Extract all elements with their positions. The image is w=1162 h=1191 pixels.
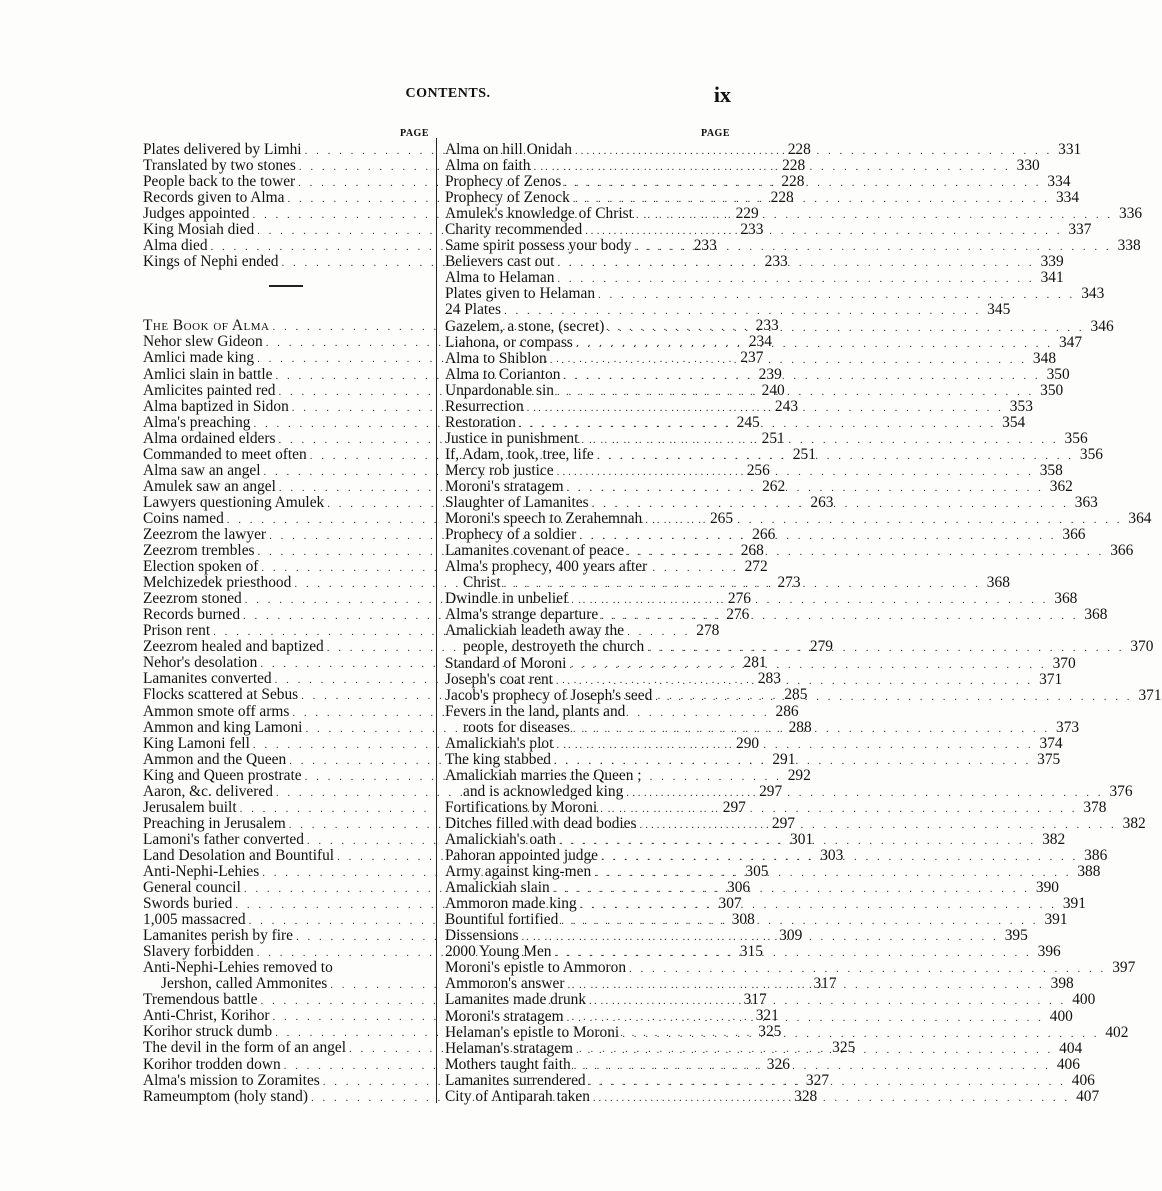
entry-title: 2000 Young Men (445, 943, 552, 961)
entry-title: Alma on hill Onidah (445, 141, 572, 158)
page-ref: 325 (832, 1039, 856, 1057)
page-ref: 382 (1122, 814, 1146, 832)
page-ref: 251 (792, 445, 816, 463)
dot-leader (519, 413, 996, 432)
page-ref: 370 (1052, 654, 1076, 672)
page-ref: 281 (743, 654, 767, 672)
entry-title: Election spoken of (143, 558, 259, 576)
entry-title: Amlici made king (143, 349, 255, 367)
page-ref: 348 (1032, 349, 1057, 367)
page-ref: 354 (1002, 413, 1026, 431)
page-ref: 301 (790, 830, 814, 848)
page-ref: 353 (1009, 397, 1033, 415)
page-ref: 400 (1072, 991, 1096, 1009)
entry-title: Lamanites surrendered (445, 1071, 586, 1089)
dot-leader (569, 654, 1046, 673)
page-ref: 334 (1047, 173, 1071, 191)
page-ref: 376 (1109, 782, 1133, 800)
dot-leader (645, 509, 1122, 528)
page-ref: 343 (1081, 285, 1105, 303)
dot-leader (557, 271, 1034, 287)
toc-entry (445, 285, 1105, 303)
entry-title: Rameumptom (holy stand) (143, 1087, 308, 1105)
entry-title: Translated by two stones (143, 157, 296, 175)
entry-title: Restoration (445, 413, 516, 431)
dot-leader (557, 381, 1034, 400)
page-ref: 391 (1062, 895, 1086, 913)
entry-title: Plates delivered by Limhi (143, 141, 302, 158)
dot-leader (655, 686, 1132, 705)
page-ref: 370 (1130, 638, 1154, 656)
entry-title: Alma died (143, 237, 208, 255)
entry-title: Coins named (143, 509, 224, 527)
section-heading: The Book of Alma (143, 317, 270, 335)
entry-title: Moroni's epistle to Ammoron (445, 959, 627, 977)
page-ref: 229 (735, 205, 759, 223)
entry-title: Ammon and king Lamoni (143, 718, 303, 736)
entry-title: 1,005 massacred (143, 911, 246, 929)
dot-leader (627, 544, 1104, 560)
page-ref: 391 (1044, 911, 1068, 929)
page-ref: 317 (743, 991, 767, 1009)
page-ref: 292 (787, 766, 811, 784)
page-ref: 263 (810, 493, 834, 511)
entry-title: Jerusalem built (143, 798, 237, 816)
page-ref: 297 (722, 798, 746, 816)
page-ref: 363 (1074, 494, 1098, 512)
entry-title: Fortifications by Moroni (445, 798, 598, 816)
page-ref: 404 (1059, 1039, 1083, 1057)
entry-title: The devil in the form of an angel (143, 1039, 347, 1057)
page-ref: 388 (1077, 863, 1101, 881)
dot-leader (561, 913, 1038, 929)
entry-title: Slaughter of Lamanites (445, 494, 589, 512)
page-ref: 356 (1079, 445, 1103, 463)
entry-title: Nehor slew Gideon (143, 333, 263, 351)
toc-entry (445, 959, 1136, 977)
multiline-entry-first (445, 704, 730, 720)
entry-title: Amalickiah leadeth away the (445, 622, 625, 640)
entry-title: General council (143, 879, 241, 897)
page-ref: 396 (1037, 943, 1061, 961)
entry-title: roots for diseases (463, 718, 570, 736)
page-ref: 272 (744, 558, 768, 576)
page-ref: 397 (1112, 959, 1136, 977)
page-ref: 307 (718, 895, 742, 913)
page-ref: 256 (746, 461, 770, 479)
entry-title: Unpardonable sin (445, 381, 554, 399)
entry-title: Alma to Helaman (445, 269, 555, 287)
page-ref: 317 (813, 975, 837, 993)
entry-title: Standard of Moroni (445, 654, 567, 672)
entry-title: Amalickiah slain (445, 879, 550, 897)
page-ref: 390 (1035, 879, 1059, 897)
page-ref: 276 (726, 606, 750, 624)
page-ref: 326 (766, 1055, 790, 1073)
page-ref: 366 (1110, 542, 1134, 560)
page-ref: 266 (752, 525, 776, 543)
page-ref: 291 (772, 750, 796, 768)
page-ref: 406 (1056, 1055, 1080, 1073)
page-ref: 228 (770, 189, 794, 207)
toc-entry (445, 510, 1152, 528)
entry-title: people, destroyeth the church (463, 638, 645, 656)
entry-title: Tremendous battle (143, 991, 258, 1009)
entry-title: Commanded to meet often (143, 445, 307, 463)
dot-leader (589, 993, 1066, 1009)
entry-title: Nehor's desolation (143, 654, 258, 672)
page-ref: 327 (805, 1071, 830, 1089)
page-ref: 228 (781, 173, 805, 191)
entry-title: Amulek's knowledge of Christ (445, 205, 633, 223)
dot-leader (571, 592, 1048, 608)
entry-title: People back to the tower (143, 173, 296, 191)
entry-title: Plates given to Helaman (445, 285, 596, 303)
entry-title: Kings of Nephi ended (143, 253, 279, 271)
entry-title: Korihor struck dumb (143, 1023, 273, 1041)
entry-title: Moroni's speech to Zerahemnah (445, 510, 643, 528)
page-ref: 325 (758, 1023, 782, 1041)
entry-title: Fevers in the land, plants and (445, 702, 626, 720)
toc-entry (445, 301, 1011, 319)
entry-title: Jacob's prophecy of Joseph's seed (445, 686, 653, 704)
page-ref: 378 (1083, 798, 1107, 816)
dot-leader (593, 1087, 1070, 1106)
page-column-label: PAGE (399, 128, 429, 139)
entry-title: Resurrection (445, 397, 524, 415)
dot-leader (622, 1023, 1099, 1042)
page-column-label: PAGE (700, 128, 730, 139)
entry-title: Lawyers questioning Amulek (143, 493, 325, 511)
dot-leader (607, 317, 1084, 336)
dot-leader (592, 493, 1069, 512)
multiline-entry-first (445, 768, 730, 784)
page-ref: 243 (774, 397, 799, 415)
dot-leader (597, 445, 1074, 464)
dot-leader (553, 881, 1030, 897)
dot-leader (567, 1007, 1044, 1026)
page-ref: 366 (1062, 526, 1086, 544)
entry-title: Records given to Alma (143, 189, 285, 207)
dot-leader (554, 945, 1031, 961)
page-ref: 346 (1090, 317, 1114, 335)
entry-title: Ammon and the Queen (143, 750, 287, 768)
entry-title: Alma to Corianton (445, 365, 561, 383)
page-ref: 233 (764, 253, 788, 271)
dot-leader (585, 223, 1062, 239)
dot-leader (567, 477, 1044, 496)
page-ref: 297 (771, 814, 795, 832)
page-ref: 337 (1068, 221, 1092, 239)
entry-title: Prophecy of a soldier (445, 526, 577, 544)
page-ref: 330 (1016, 157, 1040, 175)
page-ref: 279 (809, 638, 833, 656)
entry-title: Amlicites painted red (143, 381, 276, 399)
dot-leader (559, 830, 1036, 849)
entry-title: Moroni's stratagem (445, 1007, 564, 1025)
page-header (143, 82, 735, 110)
entry-title: Lamanites perish by fire (143, 927, 294, 945)
entry-title: Jershon, called Ammonites (161, 975, 328, 993)
dot-leader (589, 1071, 1066, 1090)
entry-title: Alma's prophecy, 400 years after (445, 558, 648, 576)
entry-title: Alma baptized in Sidon (143, 397, 289, 415)
entry-title: Christ (463, 574, 501, 592)
dot-leader (564, 175, 1041, 191)
page-ref: 240 (761, 381, 785, 399)
dot-leader (522, 929, 999, 945)
page-ref: 283 (757, 670, 781, 688)
page-ref: 276 (727, 590, 751, 608)
entry-title: Ammoron made king (445, 895, 577, 913)
dot-leader (557, 461, 1034, 480)
page-ref: 350 (1046, 365, 1070, 383)
dot-leader (533, 159, 1010, 175)
entry-title: Amalickiah marries the Queen ; (445, 766, 642, 784)
dot-leader (504, 576, 981, 592)
dot-leader (556, 734, 1033, 753)
page-ref: 303 (820, 846, 844, 864)
page-ref: 286 (775, 702, 799, 720)
page-ref: 373 (1056, 718, 1080, 736)
entry-title: Judges appointed (143, 205, 250, 223)
page-ref: 228 (787, 141, 811, 158)
page-ref: 305 (745, 862, 769, 880)
page-ref: 374 (1039, 734, 1063, 752)
page-ref: 278 (696, 622, 720, 640)
toc-entry (445, 237, 1141, 255)
dot-leader (600, 798, 1077, 817)
toc-entry (445, 269, 1064, 287)
page-ref: 382 (1042, 831, 1066, 849)
entry-title: Amlici slain in battle (143, 365, 273, 383)
multiline-entry-first (143, 960, 429, 976)
page-ref: 297 (759, 782, 783, 800)
entry-title: If, Adam, took, tree, life (445, 445, 594, 463)
page-ref: 368 (986, 574, 1010, 592)
dot-leader (601, 608, 1078, 624)
page-ref: 285 (784, 686, 808, 704)
page-ref: 356 (1064, 429, 1088, 447)
section-rule (269, 285, 303, 287)
page-ref: 347 (1058, 333, 1083, 351)
dot-leader (579, 525, 1056, 544)
entry-title: The king stabbed (445, 750, 551, 768)
page-ref: 228 (782, 157, 806, 175)
entry-title: Prophecy of Zenock (445, 189, 570, 207)
entry-title: Zeezrom healed and baptized (143, 638, 324, 656)
entry-title: Justice in punishment (445, 429, 579, 447)
entry-title: Zeezrom trembles (143, 542, 255, 560)
page-ref: 328 (794, 1087, 818, 1105)
entry-title: Lamanites made drunk (445, 991, 587, 1009)
entry-title: Prophecy of Zenos (445, 173, 562, 191)
entry-title: Anti-Christ, Korihor (143, 1007, 270, 1025)
entry-title: Dissensions (445, 927, 519, 945)
entry-title: Joseph's coat rent (445, 670, 553, 688)
page-ref: 265 (709, 509, 734, 527)
entry-title: Lamanites covenant of peace (445, 542, 625, 560)
entry-title: Charity recommended (445, 221, 583, 239)
entry-title: Alma saw an angel (143, 461, 261, 479)
entry-title: Alma on faith (445, 157, 531, 175)
page-ref: 358 (1039, 461, 1063, 479)
page-ref: 398 (1050, 975, 1074, 993)
page-ref: 262 (762, 477, 786, 495)
dot-leader (601, 846, 1078, 865)
entry-title: Zeezrom the lawyer (143, 525, 267, 543)
dot-leader (576, 333, 1053, 352)
entry-title: Aaron, &c. delivered (143, 782, 273, 800)
page-ref: 402 (1105, 1023, 1129, 1041)
dot-leader (581, 429, 1058, 448)
running-head: CONTENTS. (405, 86, 491, 101)
page-ref: 407 (1076, 1087, 1100, 1105)
dot-leader (576, 1039, 1053, 1058)
page-ref: 288 (788, 718, 812, 736)
page-ref: 364 (1128, 510, 1152, 528)
page-ref: 336 (1119, 205, 1143, 223)
page-ref: 233 (740, 221, 764, 239)
dot-leader (527, 397, 1004, 416)
page-ref: 386 (1084, 847, 1108, 865)
entry-title: Lamanites converted (143, 670, 272, 688)
page-ref: 395 (1004, 927, 1028, 945)
entry-title: Dwindle in unbelief (445, 590, 569, 608)
page-ref: 245 (736, 413, 760, 431)
page-ref: 268 (740, 542, 764, 560)
entry-title: Melchizedek priesthood (143, 574, 292, 592)
page-ref: 334 (1055, 189, 1080, 207)
entry-title: Swords buried (143, 895, 233, 913)
entry-title: Amulek saw an angel (143, 477, 276, 495)
page-ref: 239 (758, 365, 782, 383)
entry-title: Alma ordained elders (143, 429, 276, 447)
entry-title: Pahoran appointed judge (445, 847, 599, 865)
entry-title: Land Desolation and Bountiful (143, 846, 335, 864)
entry-title: and is acknowledged king (463, 782, 624, 800)
entry-title: Alma's preaching (143, 413, 251, 431)
page-ref: 290 (736, 734, 760, 752)
entry-title: Prison rent (143, 622, 211, 640)
page-ref: 338 (1117, 237, 1141, 255)
entry-title: Preaching in Jerusalem (143, 814, 286, 832)
entry-title: Amalickiah's plot (445, 734, 554, 752)
page-ref: 237 (740, 349, 764, 367)
page-ref: 309 (779, 927, 803, 945)
entry-title: King and Queen prostrate (143, 766, 302, 784)
page-ref: 341 (1040, 269, 1064, 287)
page-ref: 234 (748, 333, 772, 351)
entry-title: Flocks scattered at Sebus (143, 686, 299, 704)
multiline-entry-first (445, 623, 730, 639)
page-ref: 371 (1138, 686, 1162, 704)
page-ref: 273 (777, 574, 801, 592)
dot-leader (557, 255, 1034, 271)
page-number: ix (713, 82, 731, 107)
page-ref: 368 (1084, 606, 1108, 624)
page-ref: 362 (1049, 477, 1073, 495)
page-ref: 345 (987, 301, 1011, 319)
entry-title: Same spirit possess your body (445, 237, 632, 255)
page-ref: 308 (731, 911, 755, 929)
page-ref: 368 (1054, 590, 1078, 608)
entry-title: Alma to Shiblon (445, 349, 547, 367)
entry-title: Bountiful fortified (445, 911, 559, 929)
multiline-entry-first (445, 559, 730, 575)
entry-title: Alma's strange departure (445, 606, 599, 624)
dot-leader (574, 1055, 1051, 1074)
dot-leader (636, 207, 1113, 223)
page-ref: 315 (739, 943, 763, 961)
entry-title: Slavery forbidden (143, 943, 254, 961)
entry-title: Amalickiah's oath (445, 831, 556, 849)
entry-title: Ammoron's answer (445, 975, 565, 993)
dot-leader (594, 862, 1071, 881)
dot-leader (550, 349, 1027, 368)
entry-title: Mothers taught faith (445, 1055, 571, 1073)
entry-title: Anti-Nephi-Lehies (143, 862, 260, 880)
dot-leader (629, 961, 1106, 977)
dot-leader (626, 782, 1103, 801)
entry-title: Anti-Nephi-Lehies removed to (143, 959, 333, 977)
dot-leader (563, 365, 1040, 384)
page-ref: 371 (1039, 670, 1063, 688)
entry-title: Mercy rob justice (445, 461, 554, 479)
page-ref: 321 (755, 1007, 779, 1025)
entry-title: Helaman's stratagem (445, 1039, 573, 1057)
page-ref: 375 (1037, 750, 1061, 768)
dot-leader (575, 143, 1052, 159)
entry-title: Alma's mission to Zoramites (143, 1071, 320, 1089)
entry-title: Korihor trodden down (143, 1055, 281, 1073)
entry-title: 24 Plates (445, 301, 502, 319)
entry-title: Ammon smote off arms (143, 702, 290, 720)
page-ref: 350 (1040, 381, 1064, 399)
entry-title: Liahona, or compass (445, 333, 573, 351)
page-ref: 251 (761, 429, 785, 447)
page-ref: 400 (1049, 1007, 1073, 1025)
entry-title: Helaman's epistle to Moroni (445, 1023, 620, 1041)
entry-title: Believers cast out (445, 253, 555, 271)
entry-title: King Lamoni fell (143, 734, 250, 752)
page-ref: 233 (693, 237, 717, 255)
entry-title: Ditches filled with dead bodies (445, 814, 637, 832)
entry-title: Lamoni's father converted (143, 830, 304, 848)
entry-title: Zeezrom stoned (143, 590, 242, 608)
entry-title: Gazelem, a stone, (secret) (445, 317, 605, 335)
page-ref: 233 (755, 317, 779, 335)
dot-leader (580, 897, 1057, 913)
page-ref: 339 (1040, 253, 1064, 271)
entry-title: Moroni's stratagem (445, 477, 564, 495)
entry-title: Records burned (143, 606, 241, 624)
dot-leader (573, 718, 1050, 737)
dot-leader (573, 191, 1050, 207)
page-ref: 331 (1058, 141, 1082, 158)
page-ref: 406 (1071, 1071, 1095, 1089)
entry-title: Army against king-men (445, 863, 592, 881)
page-ref: 306 (727, 879, 751, 897)
dot-leader (567, 977, 1044, 993)
entry-title: King Mosiah died (143, 221, 255, 239)
entry-title: City of Antiparah taken (445, 1087, 590, 1105)
